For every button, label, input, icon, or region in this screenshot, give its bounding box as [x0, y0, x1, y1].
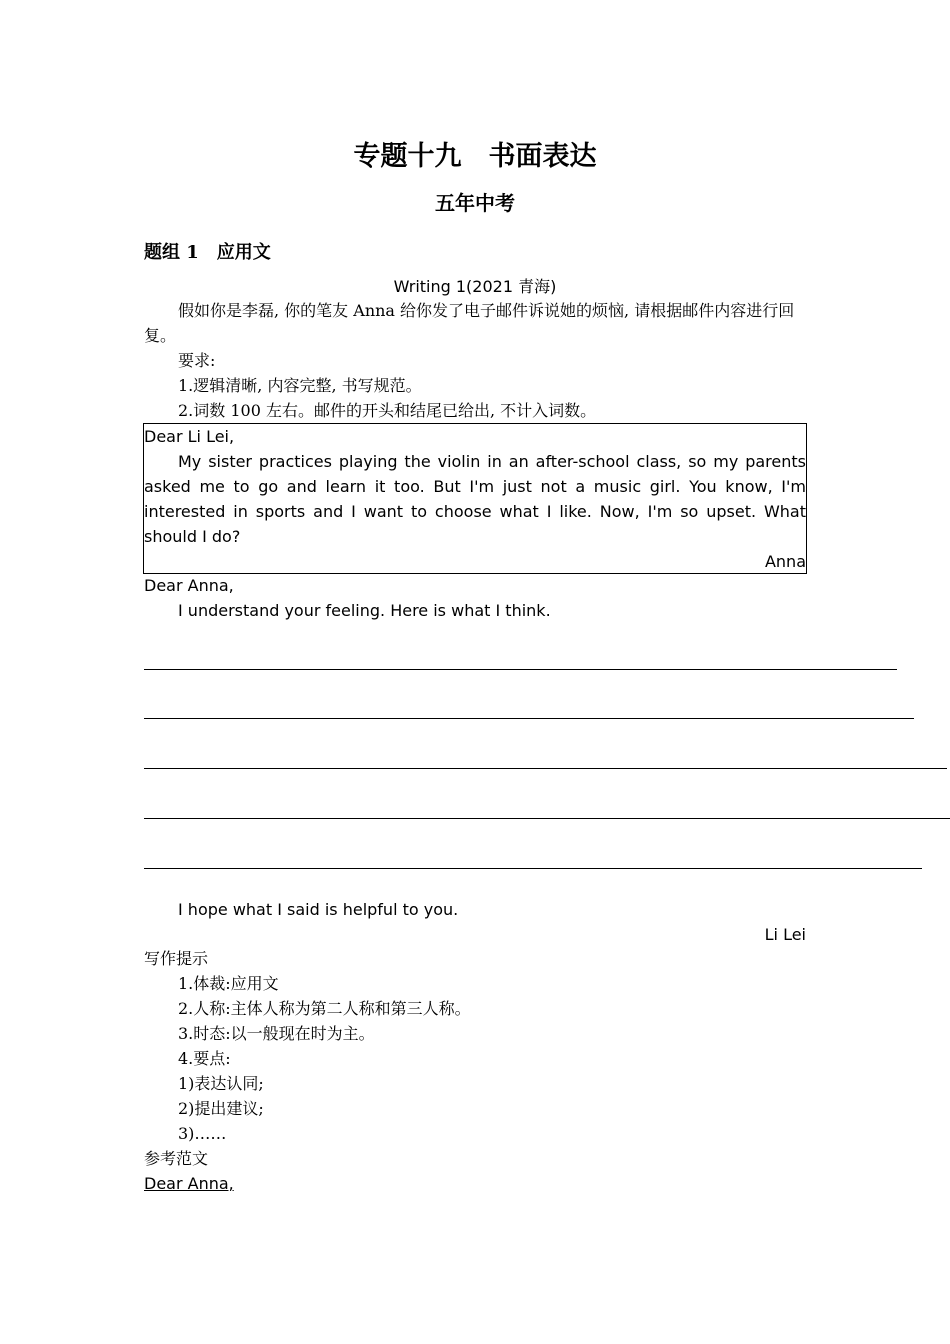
reply-greeting: Dear Anna,	[144, 576, 234, 595]
tips-title: 写作提示	[144, 949, 209, 968]
email-body: My sister practices playing the violin in an after-school class, so my parents asked me to go and learn it too. But I'm just not a music girl. You know, I'm interested in sports and I want to choose what I like. Now, I'm so upset. What should I do?	[144, 452, 806, 546]
section-heading: 题组 1 应用文	[144, 242, 271, 263]
key-point-3: 3)……	[178, 1124, 227, 1143]
model-essay-greeting: Dear Anna,	[144, 1174, 234, 1193]
task-source: Writing 1(2021 青海)	[393, 277, 557, 296]
requirement-2: 2.词数 100 左右。邮件的开头和结尾已给出, 不计入词数。	[178, 401, 597, 420]
email-box	[143, 423, 807, 574]
page-subtitle: 五年中考	[435, 191, 515, 215]
model-essay-title: 参考范文	[144, 1149, 209, 1168]
answer-line[interactable]	[144, 768, 947, 769]
key-point-2: 2)提出建议;	[178, 1099, 264, 1118]
page-title: 专题十九 书面表达	[353, 141, 597, 172]
email-signature: Anna	[764, 552, 806, 571]
email-greeting: Dear Li Lei,	[144, 427, 235, 446]
requirements-title: 要求:	[178, 351, 216, 370]
reply-signature: Li Lei	[764, 925, 806, 944]
tip-2: 2.人称:主体人称为第二人称和第三人称。	[178, 999, 471, 1018]
answer-line[interactable]	[144, 868, 922, 869]
reply-closing: I hope what I said is helpful to you.	[178, 900, 459, 919]
requirement-1: 1.逻辑清晰, 内容完整, 书写规范。	[178, 376, 422, 395]
reply-opening: I understand your feeling. Here is what I think.	[178, 601, 551, 620]
answer-line[interactable]	[144, 669, 897, 670]
tip-1: 1.体裁:应用文	[178, 974, 279, 993]
answer-line[interactable]	[144, 718, 914, 719]
key-point-1: 1)表达认同;	[178, 1074, 264, 1093]
task-prompt: 假如你是李磊, 你的笔友 Anna 给你发了电子邮件诉说她的烦恼, 请根据邮件内容进行回复。	[144, 301, 795, 345]
tip-3: 3.时态:以一般现在时为主。	[178, 1024, 375, 1043]
answer-line[interactable]	[144, 818, 950, 819]
tip-4: 4.要点:	[178, 1049, 231, 1068]
